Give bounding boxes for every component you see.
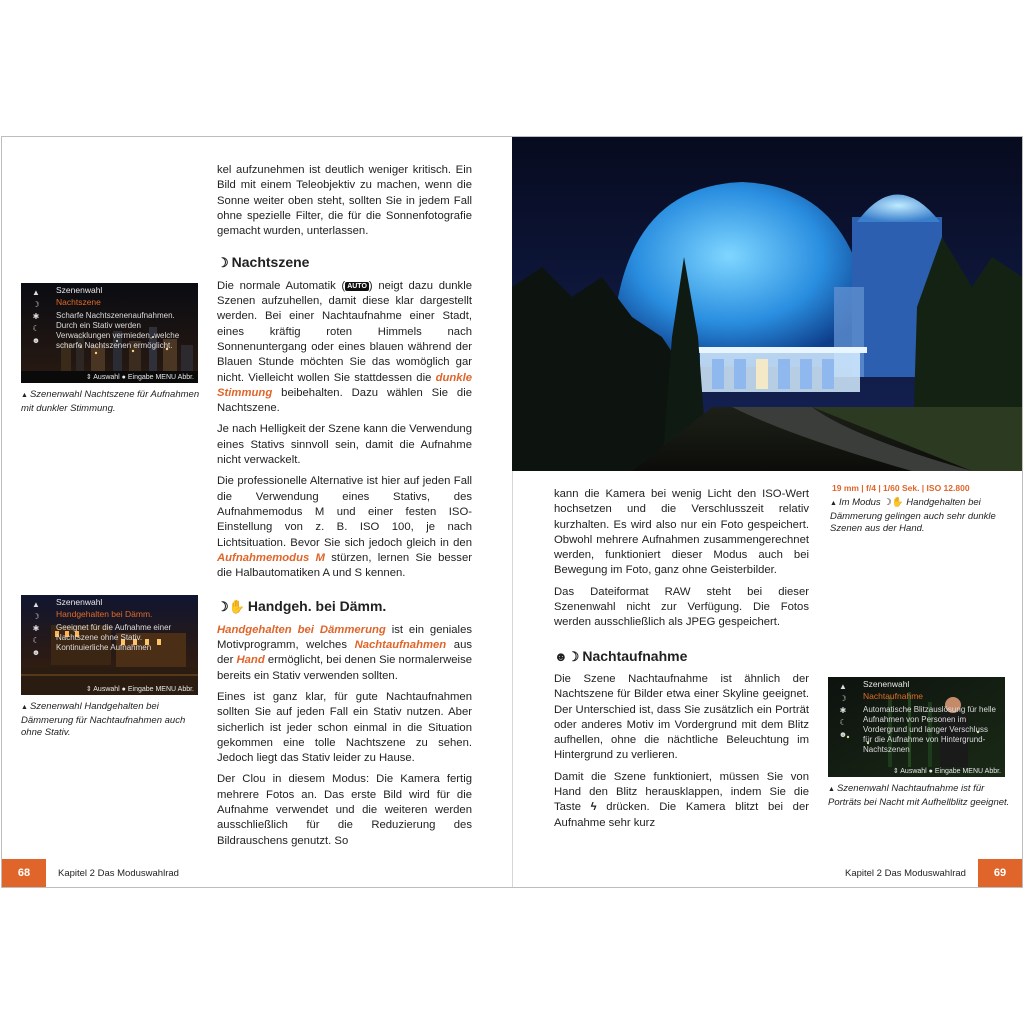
handgehalten-paragraph-2: Eines ist ganz klar, für gute Nachtaufnahmen sollten Sie auf jeden Fall ein Stativ nutzen. Aber sicherlich ist jeder schon einmal in die Situation gekommen eine tolle Nachtszene zu sehen. Jedoch liegt das Stativ leider zu Hause. bbox=[217, 690, 472, 765]
nachtszene-paragraph-1: Die normale Automatik ( AUTO ) neigt dazu dunkle Szenen aufzuhellen, damit diese klar dargestellt werden. Bei einer Nachtaufnahme einer Stadt, eines kräftig roten Himmels nach Sonnenuntergang oder eines blauen während der Blauen Stunde möchten Sie das womöglich gar nicht. Vielleicht wollen Sie stattdessen die dunkle Stimmung beibehalten. Dazu wählen Sie die Nachtszene. bbox=[217, 279, 472, 415]
running-footer-right: Kapitel 2 Das Moduswahlrad bbox=[845, 868, 966, 879]
caption-handgehalten: ▲ Szenenwahl Handgehalten bei Dämmerung für Nachtaufnahmen auch ohne Stativ. bbox=[21, 701, 186, 738]
triangle-icon: ▲ bbox=[830, 500, 837, 507]
camera-screen-handgehalten bbox=[21, 595, 198, 695]
nachtszene-paragraph-3: Die professionelle Alternative ist hier auf jeden Fall die Verwendung eines Stativs, des Aufnahmemodus M und einer festen ISO-Einstellung von z. B. ISO 100, je nach Lichtsituation. Bevor Sie sich jedoch gleich in den Aufnahmemodus M stürzen, lernen Sie besser die Halbautomatiken A und S kennen. bbox=[217, 475, 472, 580]
book-spread bbox=[1, 136, 1023, 888]
right-page bbox=[512, 137, 1022, 887]
caption-nachtszene: ▲ Szenenwahl Nachtszene für Aufnahmen mit dunkler Stimmung. bbox=[21, 389, 200, 414]
screen-selected-option: Nachtszene bbox=[56, 297, 101, 307]
triangle-icon: ▲ bbox=[828, 786, 835, 793]
screen-title: Szenenwahl bbox=[56, 285, 103, 295]
screen-title: Szenenwahl bbox=[56, 597, 103, 607]
nachtszene-paragraph-2: Je nach Helligkeit der Szene kann die Verwendung eines Stativs sinnvoll sein, damit die Aufnahme nicht verwackelt. bbox=[217, 423, 472, 467]
section-heading-nachtszene: ☽ Nachtszene bbox=[217, 254, 310, 271]
highlight-aufnahmemodus-m: Aufnahmemodus M bbox=[217, 551, 325, 564]
camera-screen-nachtaufnahme bbox=[828, 677, 1005, 777]
screen-selected-option: Nachtaufnahme bbox=[863, 691, 924, 701]
screen-footer: ⇕ Auswahl ● Eingabe MENU Abbr. bbox=[85, 374, 194, 381]
planetarium-night-photo bbox=[512, 137, 1022, 471]
moon-icon: ☽ bbox=[217, 255, 229, 271]
screen-description: Geeignet für die Aufnahme einer Nachtszene ohne Stativ. Kontinuierliche Aufnahmen bbox=[56, 623, 172, 652]
planetarium-illustration bbox=[512, 137, 1022, 471]
left-page bbox=[2, 137, 512, 887]
triangle-icon: ▲ bbox=[21, 392, 28, 399]
left-body-column bbox=[217, 163, 472, 855]
section-heading-nachtaufnahme: ☻☽ Nachtaufnahme bbox=[554, 647, 688, 664]
exif-info: 19 mm | f/4 | 1/60 Sek. | ISO 12.800 bbox=[832, 483, 970, 493]
section-heading-handgehalten: ☽✋ Handgeh. bei Dämm. bbox=[217, 598, 387, 615]
page-number-right: 69 bbox=[978, 859, 1022, 887]
nachtaufnahme-paragraph-1: Die Szene Nachtaufnahme ist ähnlich der Nachtszene für Bilder etwa einer Skyline geeignet. Der Unterschied ist, dass Sie zusätzlich ein Porträt oder anderes Motiv im Vordergrund mit dem Blitz aufhellen, ohne die nächtliche Beleuchtung im Hintergrund zu verlieren. bbox=[554, 672, 809, 762]
moon-hand-icon: ☽✋ bbox=[883, 497, 904, 508]
scene-mode-icons: ▲ ☽ ✱ ☾ ☻ bbox=[31, 600, 41, 657]
caption-nachtaufnahme: ▲ Szenenwahl Nachtaufnahme ist für Porträts bei Nacht mit Aufhellblitz geeignet. bbox=[828, 783, 1010, 808]
handgehalten-paragraph-1: Handgehalten bei Dämmerung ist ein geniales Motivprogramm, welches Nachtaufnahmen aus der Hand ermöglicht, bei denen Sie normalerweise bereits ein Stativ verwenden sollten. bbox=[217, 623, 473, 682]
scene-mode-icons: ▲ ☽ ✱ ☾ ☻ bbox=[838, 682, 848, 739]
screen-footer: ⇕ Auswahl ● Eingabe MENU Abbr. bbox=[892, 768, 1001, 775]
nachtaufnahme-paragraph-2: Damit die Szene funktioniert, müssen Sie von Hand den Blitz herausklappen, indem Sie die Taste ϟ drücken. Die Kamera blitzt bei der Aufnahme sehr kurz bbox=[554, 770, 809, 829]
right-body-column bbox=[554, 487, 809, 837]
handgehalten-paragraph-3: Der Clou in diesem Modus: Die Kamera fertig mehrere Fotos an. Das erste Bild wird für die Aufnahme verwendet und die weiteren werden ausschließlich für die Reduzierung des Bildrauschens genutzt. So bbox=[217, 773, 472, 847]
screen-selected-option: Handgehalten bei Dämm. bbox=[56, 609, 153, 619]
photo-caption: ▲ Im Modus ☽✋ Handgehalten bei Dämmerung gelingen auch sehr dunkle Szenen aus der Hand. bbox=[830, 497, 996, 534]
right-paragraph-2: Das Dateiformat RAW steht bei dieser Szenenwahl nicht zur Verfügung. Die Fotos werden ausschließlich als JPEG gespeichert. bbox=[554, 585, 809, 629]
running-footer-left: Kapitel 2 Das Moduswahlrad bbox=[58, 868, 179, 879]
highlight-dunkle-stimmung: dunkle Stimmung bbox=[217, 371, 472, 399]
screen-description: Automatische Blitzauslösung für helle Aufnahmen von Personen im Vordergrund und langer Verschluss für die Aufnahme von Hintergrund-Nachtszenen bbox=[863, 705, 996, 754]
auto-mode-badge: AUTO bbox=[347, 282, 367, 290]
camera-screen-nachtszene bbox=[21, 283, 198, 383]
screen-title: Szenenwahl bbox=[863, 679, 910, 689]
page-number-left: 68 bbox=[2, 859, 46, 887]
portrait-moon-icon: ☻☽ bbox=[554, 648, 580, 664]
screen-footer: ⇕ Auswahl ● Eingabe MENU Abbr. bbox=[85, 686, 194, 693]
moon-hand-icon: ☽✋ bbox=[217, 599, 245, 615]
flash-icon: ϟ bbox=[590, 801, 597, 814]
scene-mode-icons: ▲ ☽ ✱ ☾ ☻ bbox=[31, 288, 41, 345]
triangle-icon: ▲ bbox=[21, 704, 28, 711]
screen-description: Scharfe Nachtszenenaufnahmen. Durch ein Stativ werden Verwacklungen vermieden, welche scharfe Nachtszenen ermöglicht. bbox=[56, 311, 180, 350]
right-paragraph-1: kann die Kamera bei wenig Licht den ISO-Wert hochsetzen und die Verschlusszeit relativ kurzhalten. Es wird also nur ein Foto gespeichert. Obwohl mehrere Aufnahmen zusammengerechnet werden, funktioniert dieser Modus auch bei Bewegung im Foto, ganz ohne Geisterbilder. bbox=[554, 488, 809, 577]
intro-paragraph: kel aufzunehmen ist deutlich weniger kritisch. Ein Bild mit einem Teleobjektiv zu machen, wenn die Sonne weiter oben steht, sollten Sie in jedem Fall ohne spezielle Filter, die für die Sonnenfotografie gemacht wurden, unterlassen. bbox=[217, 164, 472, 238]
